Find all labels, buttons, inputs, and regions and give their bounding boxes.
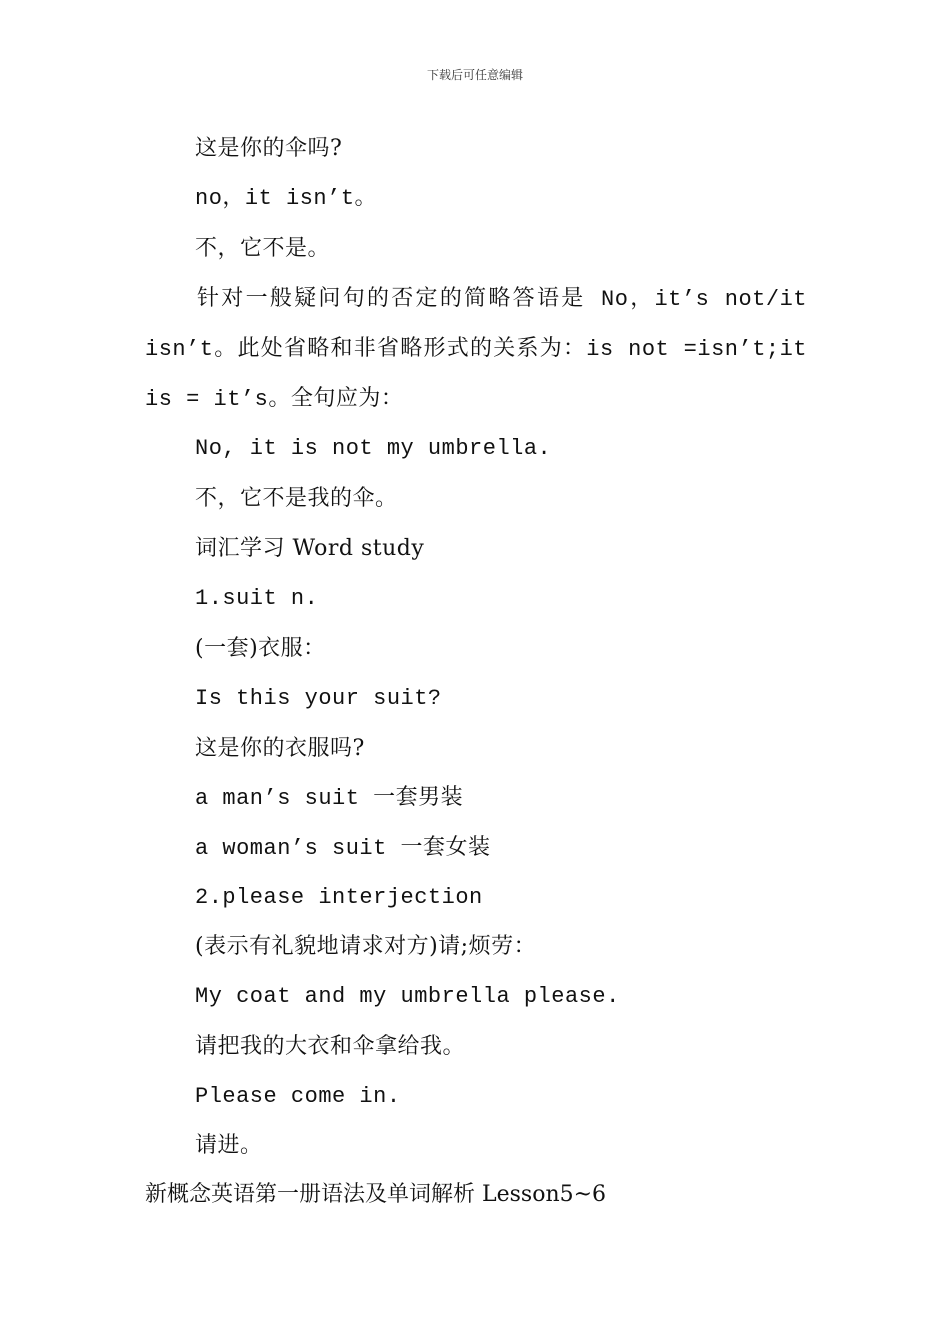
text-line: 请把我的大衣和伞拿给我。	[195, 1034, 466, 1059]
example-sentence: a woman’s suit 一套女装	[195, 836, 491, 861]
section-heading: 词汇学习 Word study	[195, 536, 425, 561]
text-line: (表示有礼貌地请求对方)请;烦劳：	[195, 934, 537, 959]
example-sentence: Please come in.	[195, 1084, 401, 1109]
text-line: no，it isn’t。	[195, 186, 378, 211]
text-line: 这是你的伞吗?	[195, 136, 343, 161]
vocab-entry: 2.please interjection	[195, 885, 483, 910]
page-header: 下载后可任意编辑	[426, 68, 523, 82]
explanation-paragraph: 针对一般疑问句的否定的简略答语是 No，it’s not/it isn’t。此处省略和非省略形式的关系为：is not =isn’t;it is = it’s。全句应为：	[145, 287, 807, 412]
text-line: 这是你的衣服吗?	[195, 736, 365, 761]
vocab-entry: 1.suit n.	[195, 586, 319, 611]
text-line: (一套)衣服：	[195, 636, 326, 661]
text-line: 请进。	[195, 1133, 263, 1158]
next-lesson-title: 新概念英语第一册语法及单词解析 Lesson5~6	[145, 1182, 607, 1207]
text-line: 不，它不是我的伞。	[195, 486, 398, 511]
example-sentence: Is this your suit?	[195, 686, 442, 711]
example-sentence: My coat and my umbrella please.	[195, 984, 620, 1009]
text-line: 不，它不是。	[195, 236, 331, 261]
text-line: No, it is not my umbrella.	[195, 436, 552, 461]
example-sentence: a man’s suit 一套男装	[195, 786, 464, 811]
